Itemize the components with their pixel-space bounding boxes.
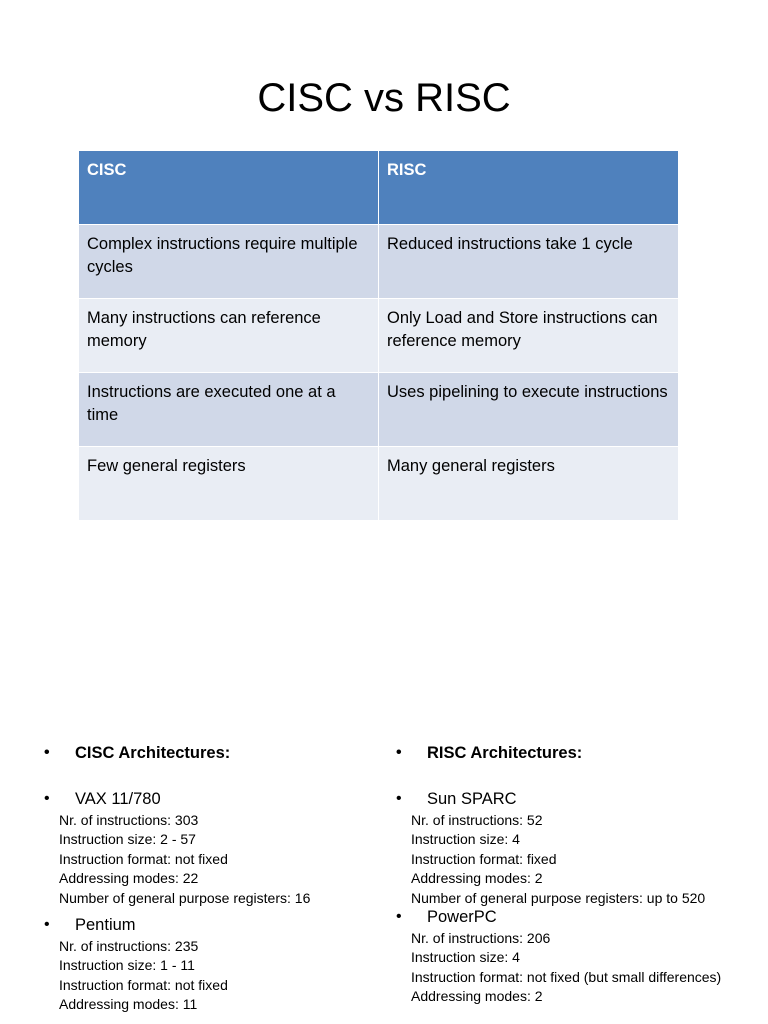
detail-item: Number of general purpose registers: up to 520	[411, 889, 706, 906]
detail-item: Instruction size: 1 - 11	[59, 957, 195, 974]
table-cell-cisc: Few general registers	[79, 447, 379, 521]
architecture-name: • Sun SPARC	[396, 790, 517, 808]
detail-item: Instruction format: not fixed	[59, 850, 228, 867]
table-cell-risc: Uses pipelining to execute instructions	[379, 373, 679, 447]
table-cell-risc: Many general registers	[379, 447, 679, 521]
column-header-risc: RISC	[379, 151, 679, 225]
bullet-icon: •	[396, 790, 402, 807]
detail-item: Instruction format: not fixed	[59, 976, 228, 993]
architecture-name: • Pentium	[44, 916, 136, 935]
architecture-name: • VAX 11/780	[44, 790, 161, 808]
bullet-icon: •	[396, 744, 402, 761]
risc-architectures-heading: • RISC Architectures:	[396, 744, 583, 762]
detail-item: Nr. of instructions: 52	[411, 812, 543, 828]
bullet-icon: •	[44, 744, 50, 761]
architecture-details	[396, 811, 736, 908]
bullet-icon: •	[44, 790, 50, 807]
table-cell-risc: Reduced instructions take 1 cycle	[379, 225, 679, 299]
table-row	[79, 299, 679, 373]
table-cell-cisc: Complex instructions require multiple cycles	[79, 225, 379, 299]
table-header-row	[79, 151, 679, 225]
table-row	[79, 373, 679, 447]
detail-item: Instruction size: 4	[411, 831, 520, 848]
detail-item: Addressing modes: 2	[411, 988, 543, 1005]
table-cell-cisc: Instructions are executed one at a time	[79, 373, 379, 447]
architecture-details	[396, 929, 736, 1007]
detail-item: Number of general purpose registers: 16	[59, 889, 311, 906]
detail-item: Nr. of instructions: 303	[59, 812, 199, 828]
detail-item: Instruction size: 2 - 57	[59, 831, 196, 848]
detail-item: Addressing modes: 2	[411, 870, 543, 887]
cisc-architectures-column	[44, 742, 384, 1021]
table-cell-risc: Only Load and Store instructions can reference memory	[379, 299, 679, 373]
table-cell-cisc: Many instructions can reference memory	[79, 299, 379, 373]
detail-item: Nr. of instructions: 235	[59, 938, 199, 955]
architecture-details	[44, 811, 384, 908]
bullet-icon: •	[44, 916, 50, 934]
bullet-icon: •	[396, 908, 402, 926]
table-row	[79, 225, 679, 299]
detail-item: Instruction format: not fixed (but small differences)	[411, 968, 722, 985]
cisc-architectures-heading: • CISC Architectures:	[44, 744, 231, 762]
table-row	[79, 447, 679, 521]
column-header-cisc: CISC	[79, 151, 379, 225]
comparison-table	[78, 150, 679, 521]
detail-item: Instruction format: fixed	[411, 850, 557, 867]
architecture-details	[44, 937, 384, 1015]
page-title: CISC vs RISC	[257, 76, 511, 120]
detail-item: Instruction size: 4	[411, 949, 520, 966]
architecture-name: • PowerPC	[396, 908, 497, 927]
risc-architectures-column	[396, 742, 736, 1013]
detail-item: Addressing modes: 22	[59, 870, 199, 887]
detail-item: Addressing modes: 11	[59, 996, 198, 1013]
detail-item: Nr. of instructions: 206	[411, 930, 551, 947]
